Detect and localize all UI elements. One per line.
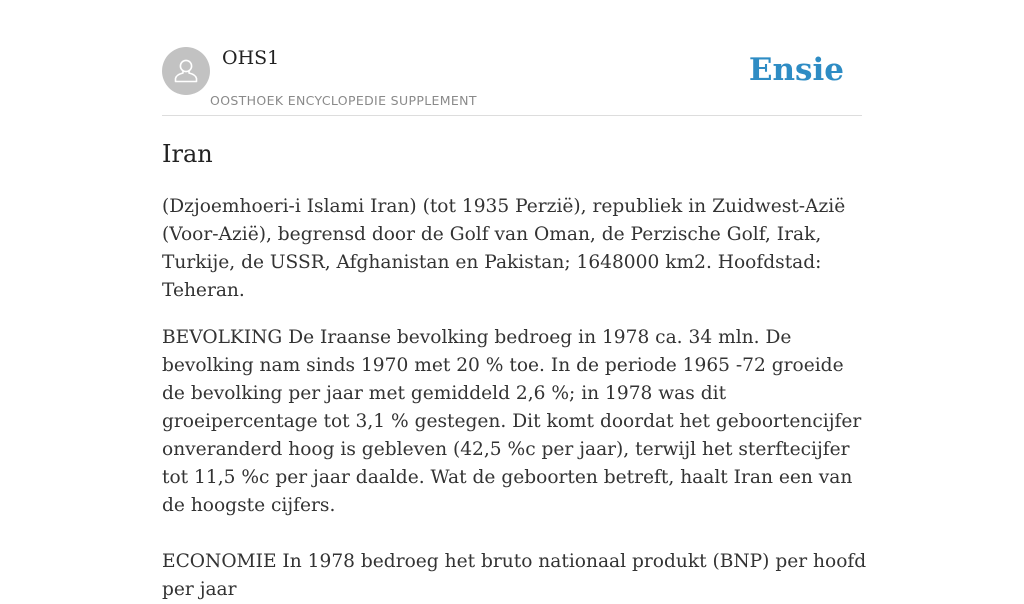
source-label[interactable]: OOSTHOEK ENCYCLOPEDIE SUPPLEMENT [210,93,477,108]
author-name[interactable]: OHS1 [222,47,280,69]
article-paragraph-bevolking: BEVOLKING De Iraanse bevolking bedroeg in 1978 ca. 34 mln. De bevolking nam sinds 1970 met 20 % toe. In de periode 1965 -72 groeide de bevolking per jaar met gemiddeld 2,6 %; in 1978 was dit groeipercentage tot 3,1 % gestegen. Dit komt doordat het geboortencijfer onveranderd hoog is gebleven (42,5 %c per jaar), terwijl het sterftecijfer tot 11,5 %c per jaar daalde. Wat de geboorten betreft, haalt Iran een van de hoogste cijfers. [162,327,862,516]
article-paragraph-intro: (Dzjoemhoeri-i Islami Iran) (tot 1935 Perzië), republiek in Zuidwest-Azië (Voor-Azië), begrensd door de Golf van Oman, de Perzische Golf, Irak, Turkije, de USSR, Afghanistan en Pakistan; 1648000 km2. Hoofdstad: Teheran. [162,196,846,301]
article-title: Iran [162,140,213,168]
article-header [162,46,862,116]
ensie-logo[interactable]: Ensie [748,52,844,88]
user-icon [162,47,210,95]
avatar[interactable] [162,47,210,95]
article-paragraph-economie: ECONOMIE In 1978 bedroeg het bruto nationaal produkt (BNP) per hoofd per jaar [162,551,867,600]
article-body [162,138,867,604]
header-divider [162,115,862,116]
